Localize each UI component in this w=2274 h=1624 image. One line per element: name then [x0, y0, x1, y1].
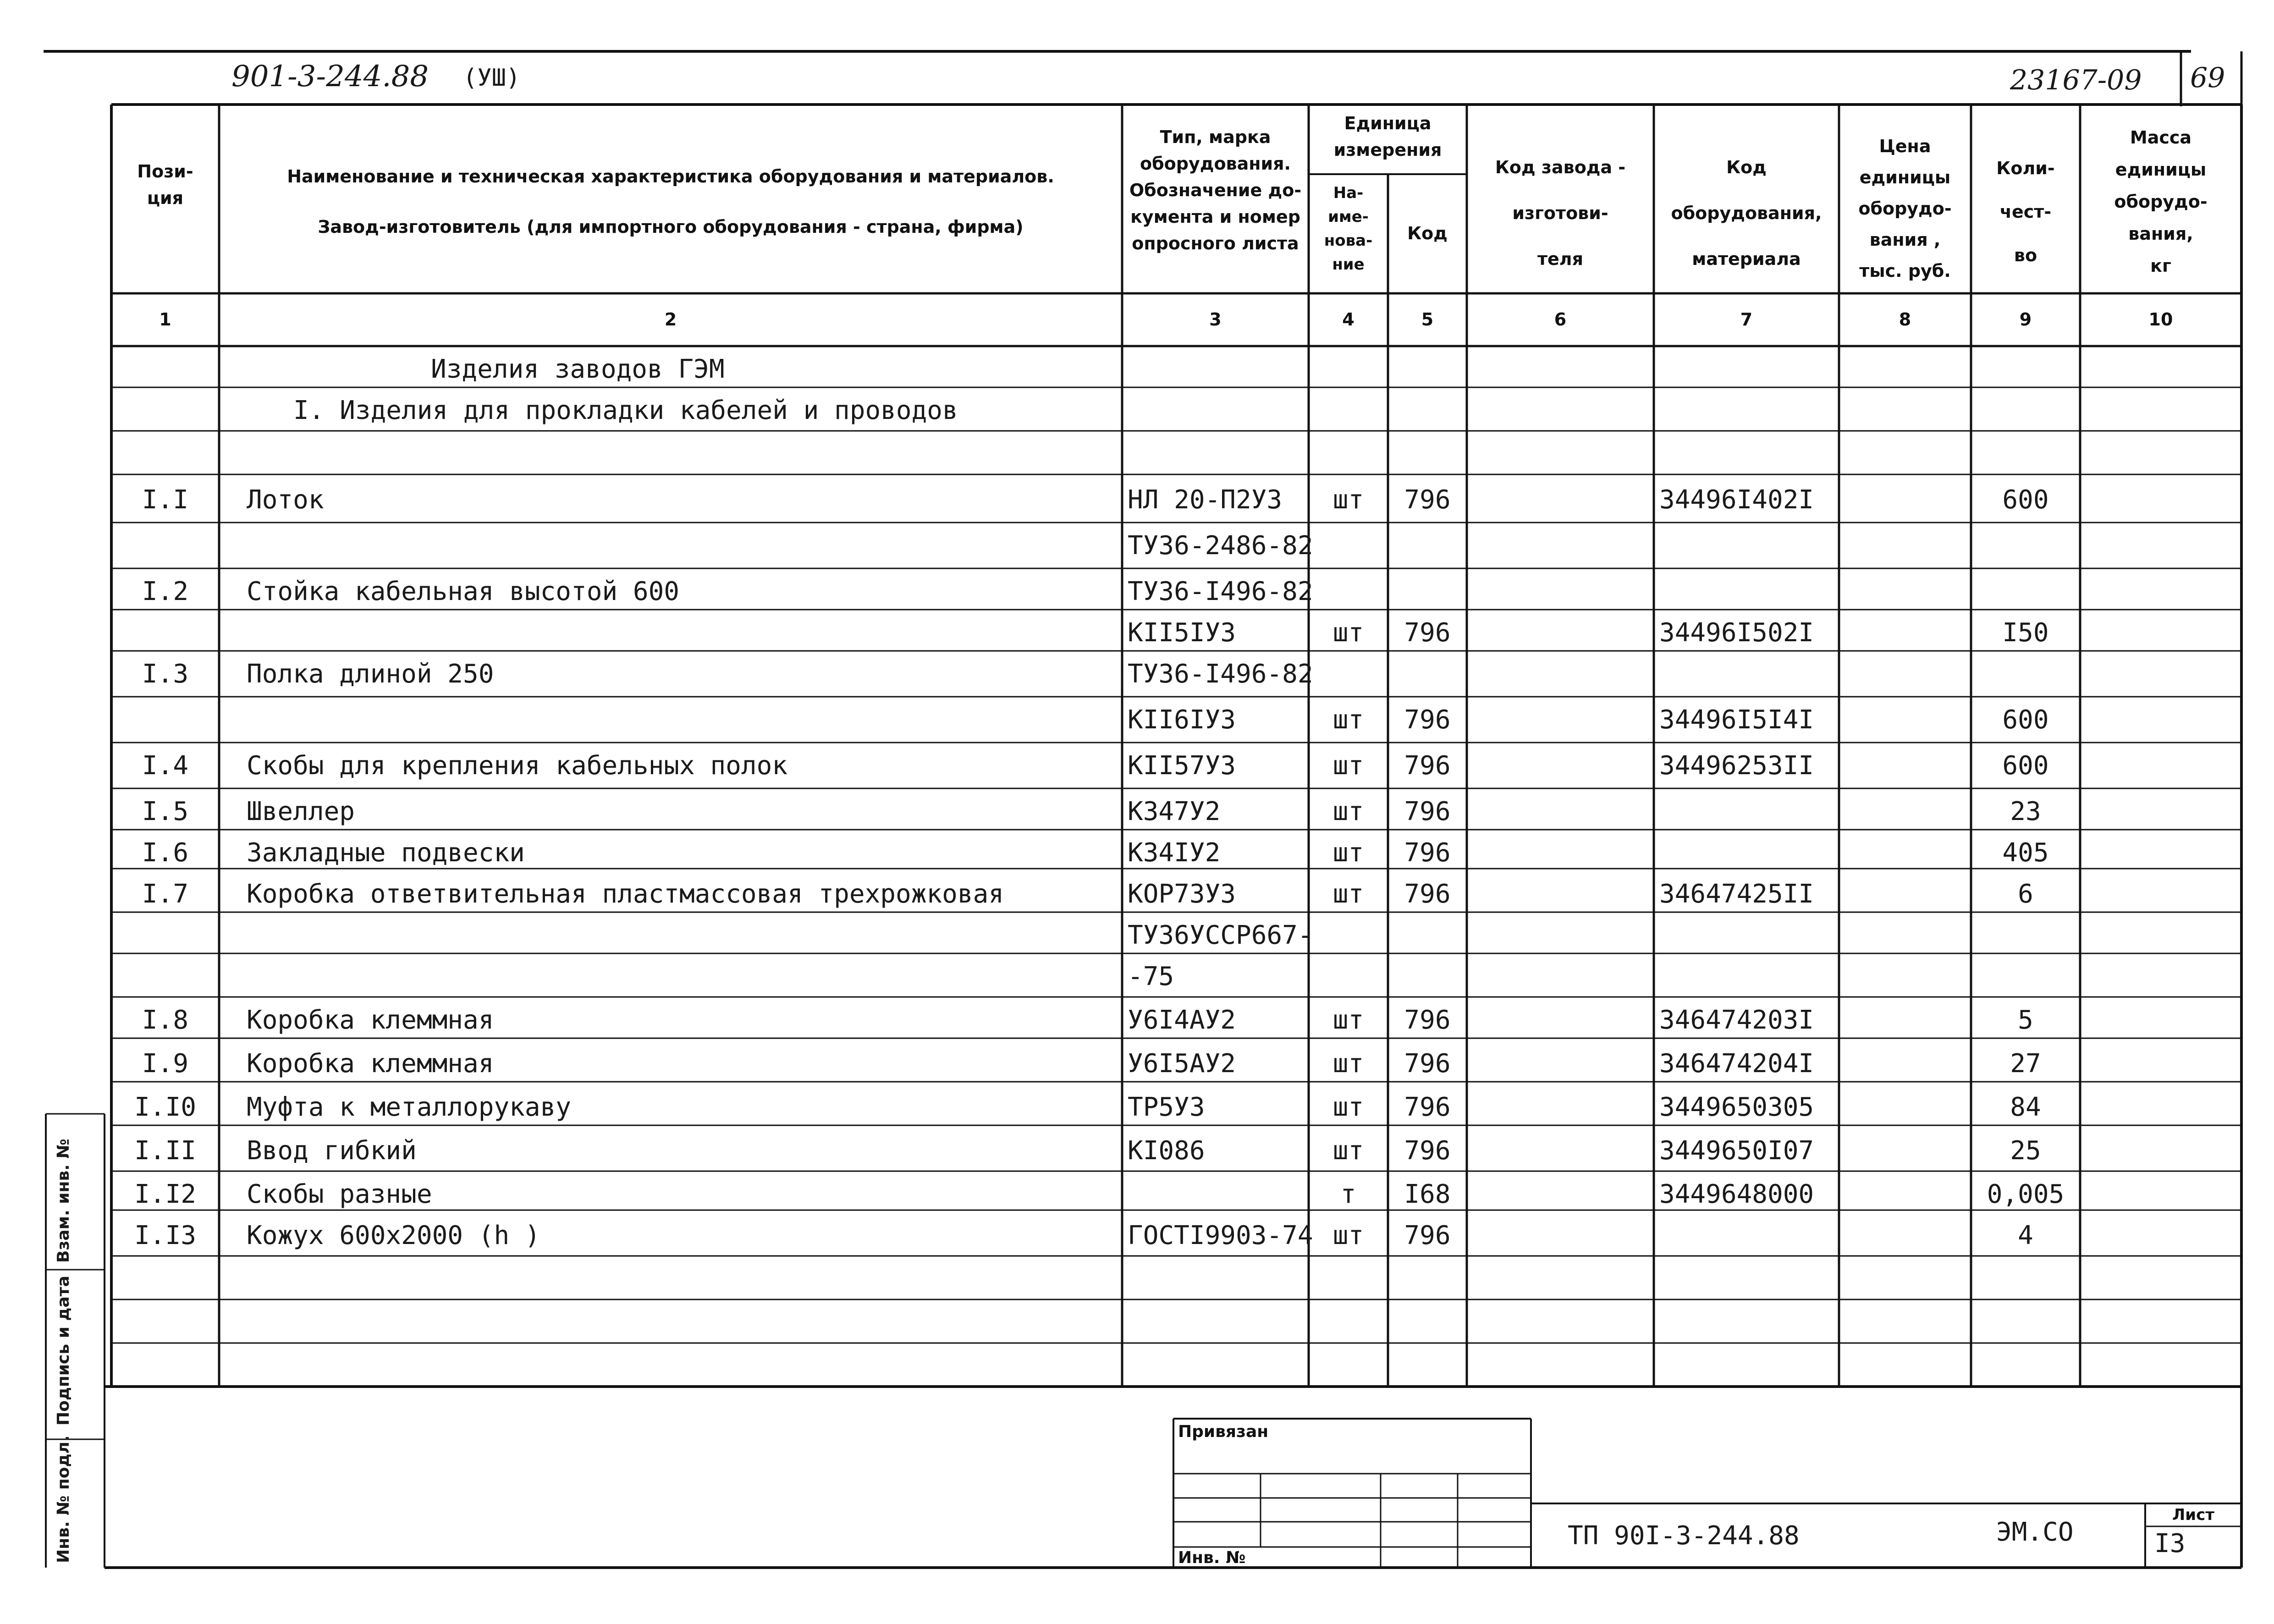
cell-pos: I.7 [142, 879, 189, 909]
cell-unit: шт [1332, 1092, 1364, 1122]
cell-type: ТУ36-2486-82 [1128, 531, 1313, 561]
cell-unit: шт [1332, 1049, 1364, 1079]
col-number-10: 10 [2148, 309, 2173, 330]
header-position: Пози- ция [137, 161, 193, 208]
header-unit-code: Код [1407, 223, 1448, 243]
cell-name: I. Изделия для прокладки кабелей и проводов [293, 396, 958, 425]
cell-name: Изделия заводов ГЭМ [431, 354, 725, 384]
cell-equip: 34496I5I4I [1659, 705, 1814, 735]
cell-type: КI086 [1128, 1136, 1205, 1166]
cell-unit: шт [1332, 1221, 1364, 1250]
cell-type: ТР5УЗ [1128, 1092, 1205, 1122]
cell-equip: 34647425II [1659, 879, 1814, 909]
cell-type: У6I5АУ2 [1128, 1049, 1236, 1079]
header-type: Тип, марка оборудования. Обозначение до- кумента и номер опросного листа [1129, 127, 1302, 253]
cell-type: КII6IУЗ [1128, 705, 1236, 735]
cell-unit: шт [1332, 838, 1364, 868]
cell-code: 796 [1404, 879, 1451, 909]
header-unit-name: На- име- нова- ние [1324, 184, 1373, 274]
col-number-2: 2 [664, 309, 677, 330]
cell-qty: 600 [2002, 485, 2049, 515]
cell-code: 796 [1404, 1049, 1451, 1079]
cell-qty: 84 [2010, 1092, 2041, 1122]
cell-code: 796 [1404, 618, 1451, 648]
cell-type: ГОСТI9903-74 [1128, 1221, 1313, 1250]
cell-pos: I.I [142, 485, 189, 515]
cell-pos: I.8 [142, 1005, 189, 1035]
cell-unit: шт [1332, 705, 1364, 735]
cell-pos: I.9 [142, 1049, 189, 1079]
cell-unit: т [1340, 1179, 1356, 1209]
cell-code: 796 [1404, 485, 1451, 515]
cell-qty: 0,005 [1987, 1179, 2065, 1209]
cell-code: 796 [1404, 751, 1451, 781]
side-label-sign-date: Подпись и дата [54, 1276, 73, 1426]
doc-code: ТП 90I-3-244.88 [1568, 1521, 1800, 1551]
cell-type: -75 [1128, 962, 1174, 991]
cell-pos: I.I0 [134, 1092, 196, 1122]
header-unit-group: Единица измерения [1333, 113, 1442, 160]
cell-pos: I.I3 [134, 1221, 196, 1250]
cell-name: Коробка клеммная [247, 1005, 494, 1035]
cell-type: ТУ36-I496-82 [1128, 577, 1313, 606]
cell-type: КII57УЗ [1128, 751, 1236, 781]
sheet-label: Лист [2172, 1506, 2214, 1524]
col-number-9: 9 [2019, 309, 2032, 330]
cell-name: Скобы для крепления кабельных полок [247, 751, 788, 781]
inventory-number: 23167-09 [2010, 64, 2142, 96]
cell-unit: шт [1332, 485, 1364, 515]
cell-unit: шт [1332, 879, 1364, 909]
cell-equip: 346474203I [1659, 1005, 1814, 1035]
cell-name: Коробка клеммная [247, 1049, 494, 1079]
cell-name: Полка длиной 250 [247, 659, 494, 689]
doc-mark: ЭМ.СО [1996, 1517, 2074, 1547]
cell-type: ТУ36УССР667- [1128, 920, 1313, 950]
col-number-1: 1 [159, 309, 171, 330]
cell-equip: 3449648000 [1659, 1179, 1814, 1209]
cell-type: ТУ36-I496-82 [1128, 659, 1313, 689]
cell-equip: 34496253II [1659, 751, 1814, 781]
cell-pos: I.3 [142, 659, 189, 689]
stamp-bound-label: Привязан [1178, 1422, 1269, 1441]
header-mass: Масса единицы оборудо- вания, кг [2114, 127, 2208, 276]
col-number-7: 7 [1740, 309, 1753, 330]
cell-qty: 25 [2010, 1136, 2041, 1166]
cell-unit: шт [1332, 797, 1364, 826]
col-number-8: 8 [1899, 309, 1911, 330]
cell-type: У6I4АУ2 [1128, 1005, 1236, 1035]
cell-qty: 600 [2002, 751, 2049, 781]
cell-equip: 3449650305 [1659, 1092, 1814, 1122]
header-quantity: Коли- чест- во [1996, 158, 2055, 265]
cell-pos: I.4 [142, 751, 189, 781]
cell-code: 796 [1404, 1092, 1451, 1122]
cell-qty: I50 [2002, 618, 2049, 648]
cell-unit: шт [1332, 751, 1364, 781]
cell-name: Скобы разные [247, 1179, 432, 1209]
cell-pos: I.II [134, 1136, 196, 1166]
cell-type: НЛ 20-П2УЗ [1128, 485, 1283, 515]
cell-name: Муфта к металлорукаву [247, 1092, 572, 1122]
cell-equip: 34496I502I [1659, 618, 1814, 648]
doc-designation: 901-3-244.88 [231, 60, 429, 94]
cell-qty: 5 [2018, 1005, 2033, 1035]
cell-name: Кожух 600х2000 (h ) [247, 1221, 540, 1250]
col-number-3: 3 [1209, 309, 1222, 330]
sheet-corner-number: 69 [2190, 62, 2225, 94]
cell-name: Закладные подвески [247, 838, 525, 868]
doc-suffix: (УШ) [463, 64, 521, 92]
cell-qty: 600 [2002, 705, 2049, 735]
cell-qty: 23 [2010, 797, 2041, 826]
cell-unit: шт [1332, 1136, 1364, 1166]
stamp-inv-label: Инв. № [1178, 1548, 1246, 1567]
header-name: Наименование и техническая характеристика оборудования и материалов. Завод-изготовитель (для импортного оборудования - страна, фирма) [287, 166, 1054, 237]
cell-equip: 34496I402I [1659, 485, 1814, 515]
col-number-6: 6 [1554, 309, 1567, 330]
cell-pos: I.6 [142, 838, 189, 868]
cell-name: Лоток [247, 485, 324, 515]
col-number-5: 5 [1421, 309, 1434, 330]
cell-name: Коробка ответвительная пластмассовая трехрожковая [247, 879, 1004, 909]
cell-qty: 6 [2018, 879, 2033, 909]
cell-unit: шт [1332, 1005, 1364, 1035]
cell-type: К34IУ2 [1128, 838, 1221, 868]
side-label-inv-orig: Инв. № подл. [54, 1435, 73, 1563]
cell-qty: 405 [2002, 838, 2049, 868]
cell-unit: шт [1332, 618, 1364, 648]
cell-name: Стойка кабельная высотой 600 [247, 577, 680, 606]
cell-name: Ввод гибкий [247, 1136, 417, 1166]
cell-code: 796 [1404, 797, 1451, 826]
header-price: Цена единицы оборудо- вания , тыс. руб. [1858, 136, 1952, 281]
col-number-4: 4 [1342, 309, 1354, 330]
cell-qty: 27 [2010, 1049, 2041, 1079]
header-equipment-code: Код оборудования, материала [1671, 157, 1822, 269]
cell-type: К347У2 [1128, 797, 1221, 826]
cell-code: 796 [1404, 1005, 1451, 1035]
cell-code: 796 [1404, 1136, 1451, 1166]
header-factory-code: Код завода - изготови- теля [1495, 157, 1626, 269]
sheet-number: I3 [2154, 1529, 2186, 1558]
cell-name: Швеллер [247, 797, 355, 826]
cell-code: I68 [1404, 1179, 1451, 1209]
cell-code: 796 [1404, 1221, 1451, 1250]
cell-pos: I.5 [142, 797, 189, 826]
side-label-repl-inv: Взам. инв. № [54, 1139, 73, 1263]
cell-type: КII5IУЗ [1128, 618, 1236, 648]
cell-type: КОР73УЗ [1128, 879, 1236, 909]
cell-equip: 346474204I [1659, 1049, 1814, 1079]
cell-equip: 3449650I07 [1659, 1136, 1814, 1166]
cell-code: 796 [1404, 838, 1451, 868]
cell-pos: I.2 [142, 577, 189, 606]
cell-pos: I.I2 [134, 1179, 196, 1209]
cell-qty: 4 [2018, 1221, 2033, 1250]
cell-code: 796 [1404, 705, 1451, 735]
